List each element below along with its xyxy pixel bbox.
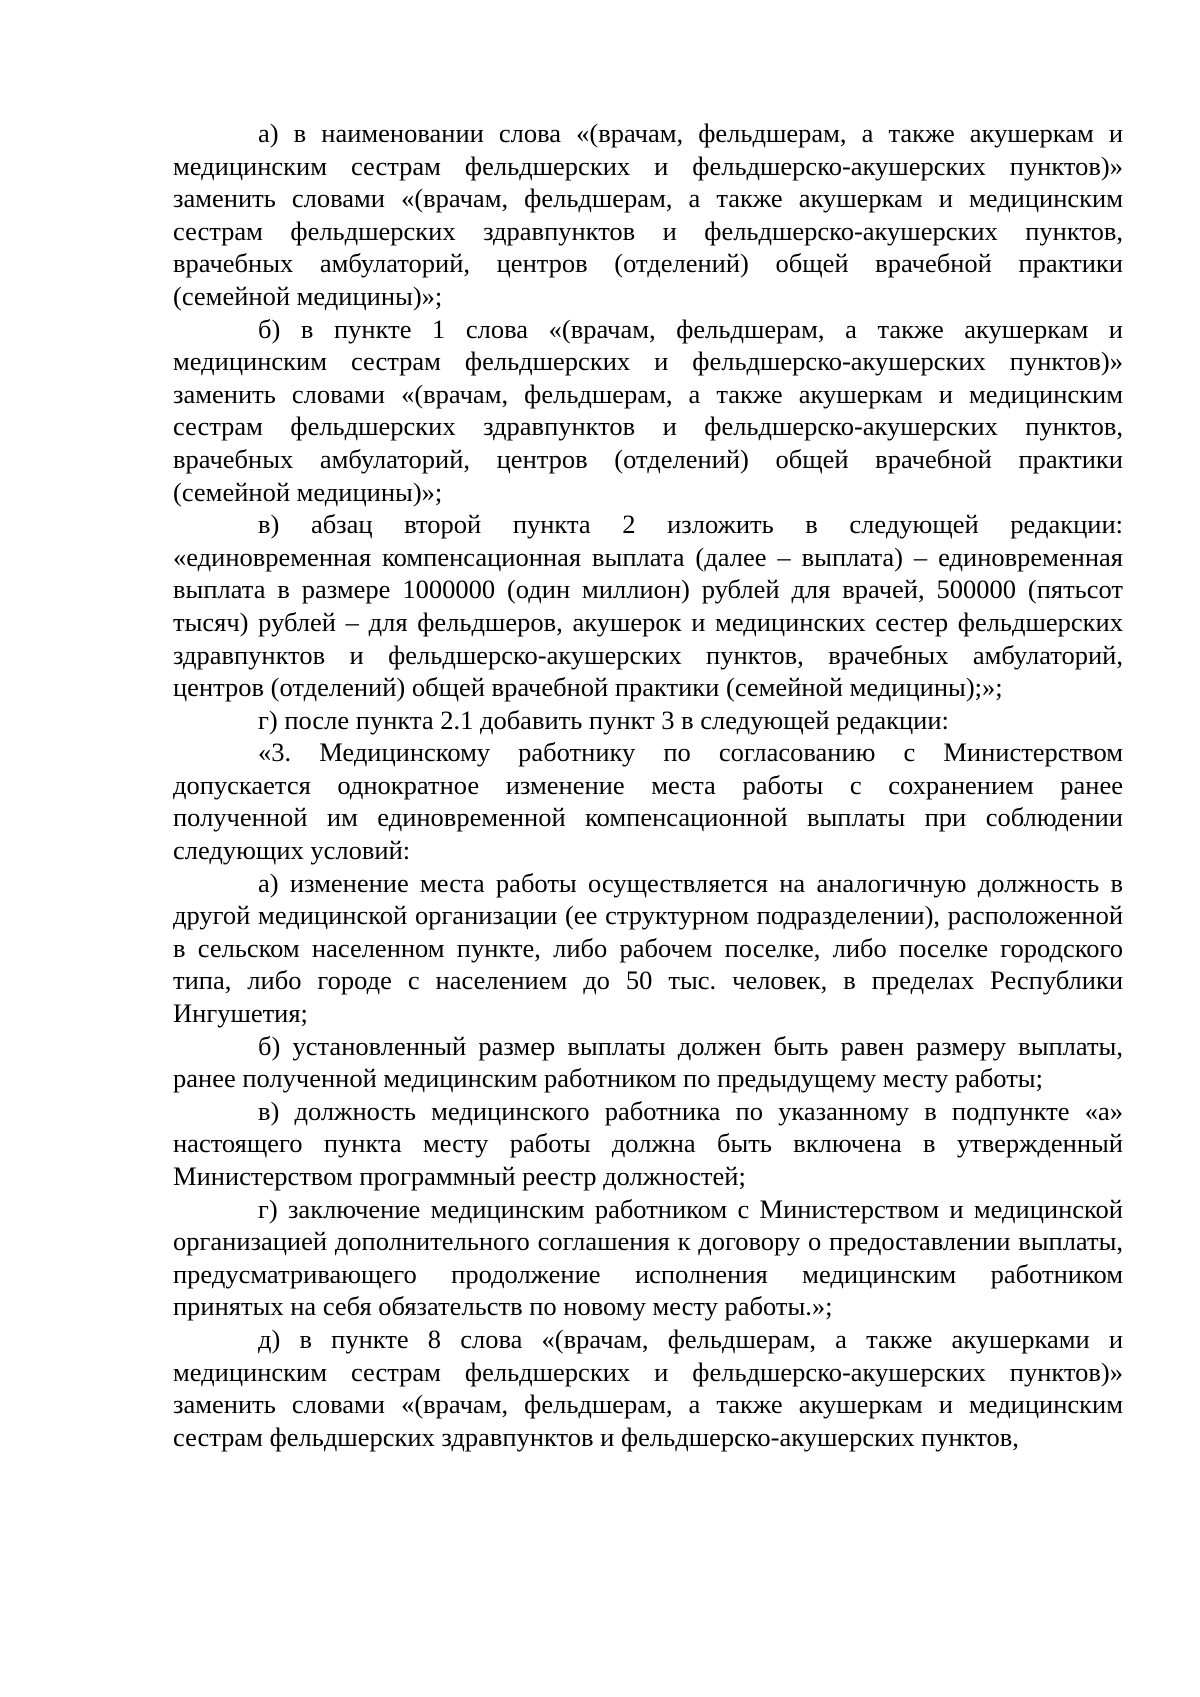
paragraph-a-title-amendment: а) в наименовании слова «(врачам, фельдшерам, а также акушеркам и медицинским сестрам фельдшерских и фельдшерско-акушерских пунктов)» заменить словами «(врачам, фельдшерам, а также акушеркам и медицинским сестрам фельдшерских здравпунктов и фельдшерско-акушерских пунктов, врачебных амбулаторий, центров (отделений) общей врачебной практики (семейной медицины)»; — [173, 118, 1123, 311]
paragraph-condition-b: б) установленный размер выплаты должен быть равен размеру выплаты, ранее полученной медицинским работником по предыдущему месту работы; — [173, 1030, 1123, 1094]
paragraph-d-point-8-amendment: д) в пункте 8 слова «(врачам, фельдшерам, а также акушерками и медицинским сестрам фельдшерских и фельдшерско-акушерских пунктов)» заменить словами «(врачам, фельдшерам, а также акушеркам и медицинским сестрам фельдшерских здравпунктов и фельдшерско-акушерских пунктов, — [173, 1323, 1123, 1452]
paragraph-b-point-1-amendment: б) в пункте 1 слова «(врачам, фельдшерам, а также акушеркам и медицинским сестрам фельдшерских и фельдшерско-акушерских пунктов)» заменить словами «(врачам, фельдшерам, а также акушеркам и медицинским сестрам фельдшерских здравпунктов и фельдшерско-акушерских пунктов, врачебных амбулаторий, центров (отделений) общей врачебной практики (семейной медицины)»; — [173, 313, 1123, 507]
paragraph-point-3-text: «3. Медицинскому работнику по согласованию с Министерством допускается однократное изменение места работы с сохранением ранее полученной им единовременной компенсационной выплаты при соблюдении следующих условий: — [173, 737, 1123, 866]
paragraph-condition-a: а) изменение места работы осуществляется на аналогичную должность в другой медицинской организации (ее структурном подразделении), расположенной в сельском населенном пункте, либо рабочем поселке, либо поселке городского типа, либо городе с населением до 50 тыс. человек, в пределах Республики Ингушетия; — [173, 867, 1123, 1029]
paragraph-g-add-point-3: г) после пункта 2.1 добавить пункт 3 в следующей редакции: — [258, 704, 949, 735]
paragraph-v-point-2-amendment: в) абзац второй пункта 2 изложить в следующей редакции: «единовременная компенсационная выплата (далее – выплата) – единовременная выплата в размере 1000000 (один миллион) рублей для врачей, 500000 (пятьсот тысяч) рублей – для фельдшеров, акушерок и медицинских сестер фельдшерских здравпунктов и фельдшерско-акушерских пунктов, врачебных амбулаторий, центров (отделений) общей врачебной практики (семейной медицины);»; — [173, 509, 1123, 703]
paragraph-condition-v: в) должность медицинского работника по указанному в подпункте «а» настоящего пункта месту работы должна быть включена в утвержденный Министерством программный реестр должностей; — [173, 1095, 1123, 1191]
document-page — [173, 117, 1123, 1453]
paragraph-condition-g: г) заключение медицинским работником с Министерством и медицинской организацией дополнительного соглашения к договору о предоставлении выплаты, предусматривающего продолжение исполнения медицинским работником принятых на себя обязательств по новому месту работы.»; — [173, 1193, 1123, 1322]
